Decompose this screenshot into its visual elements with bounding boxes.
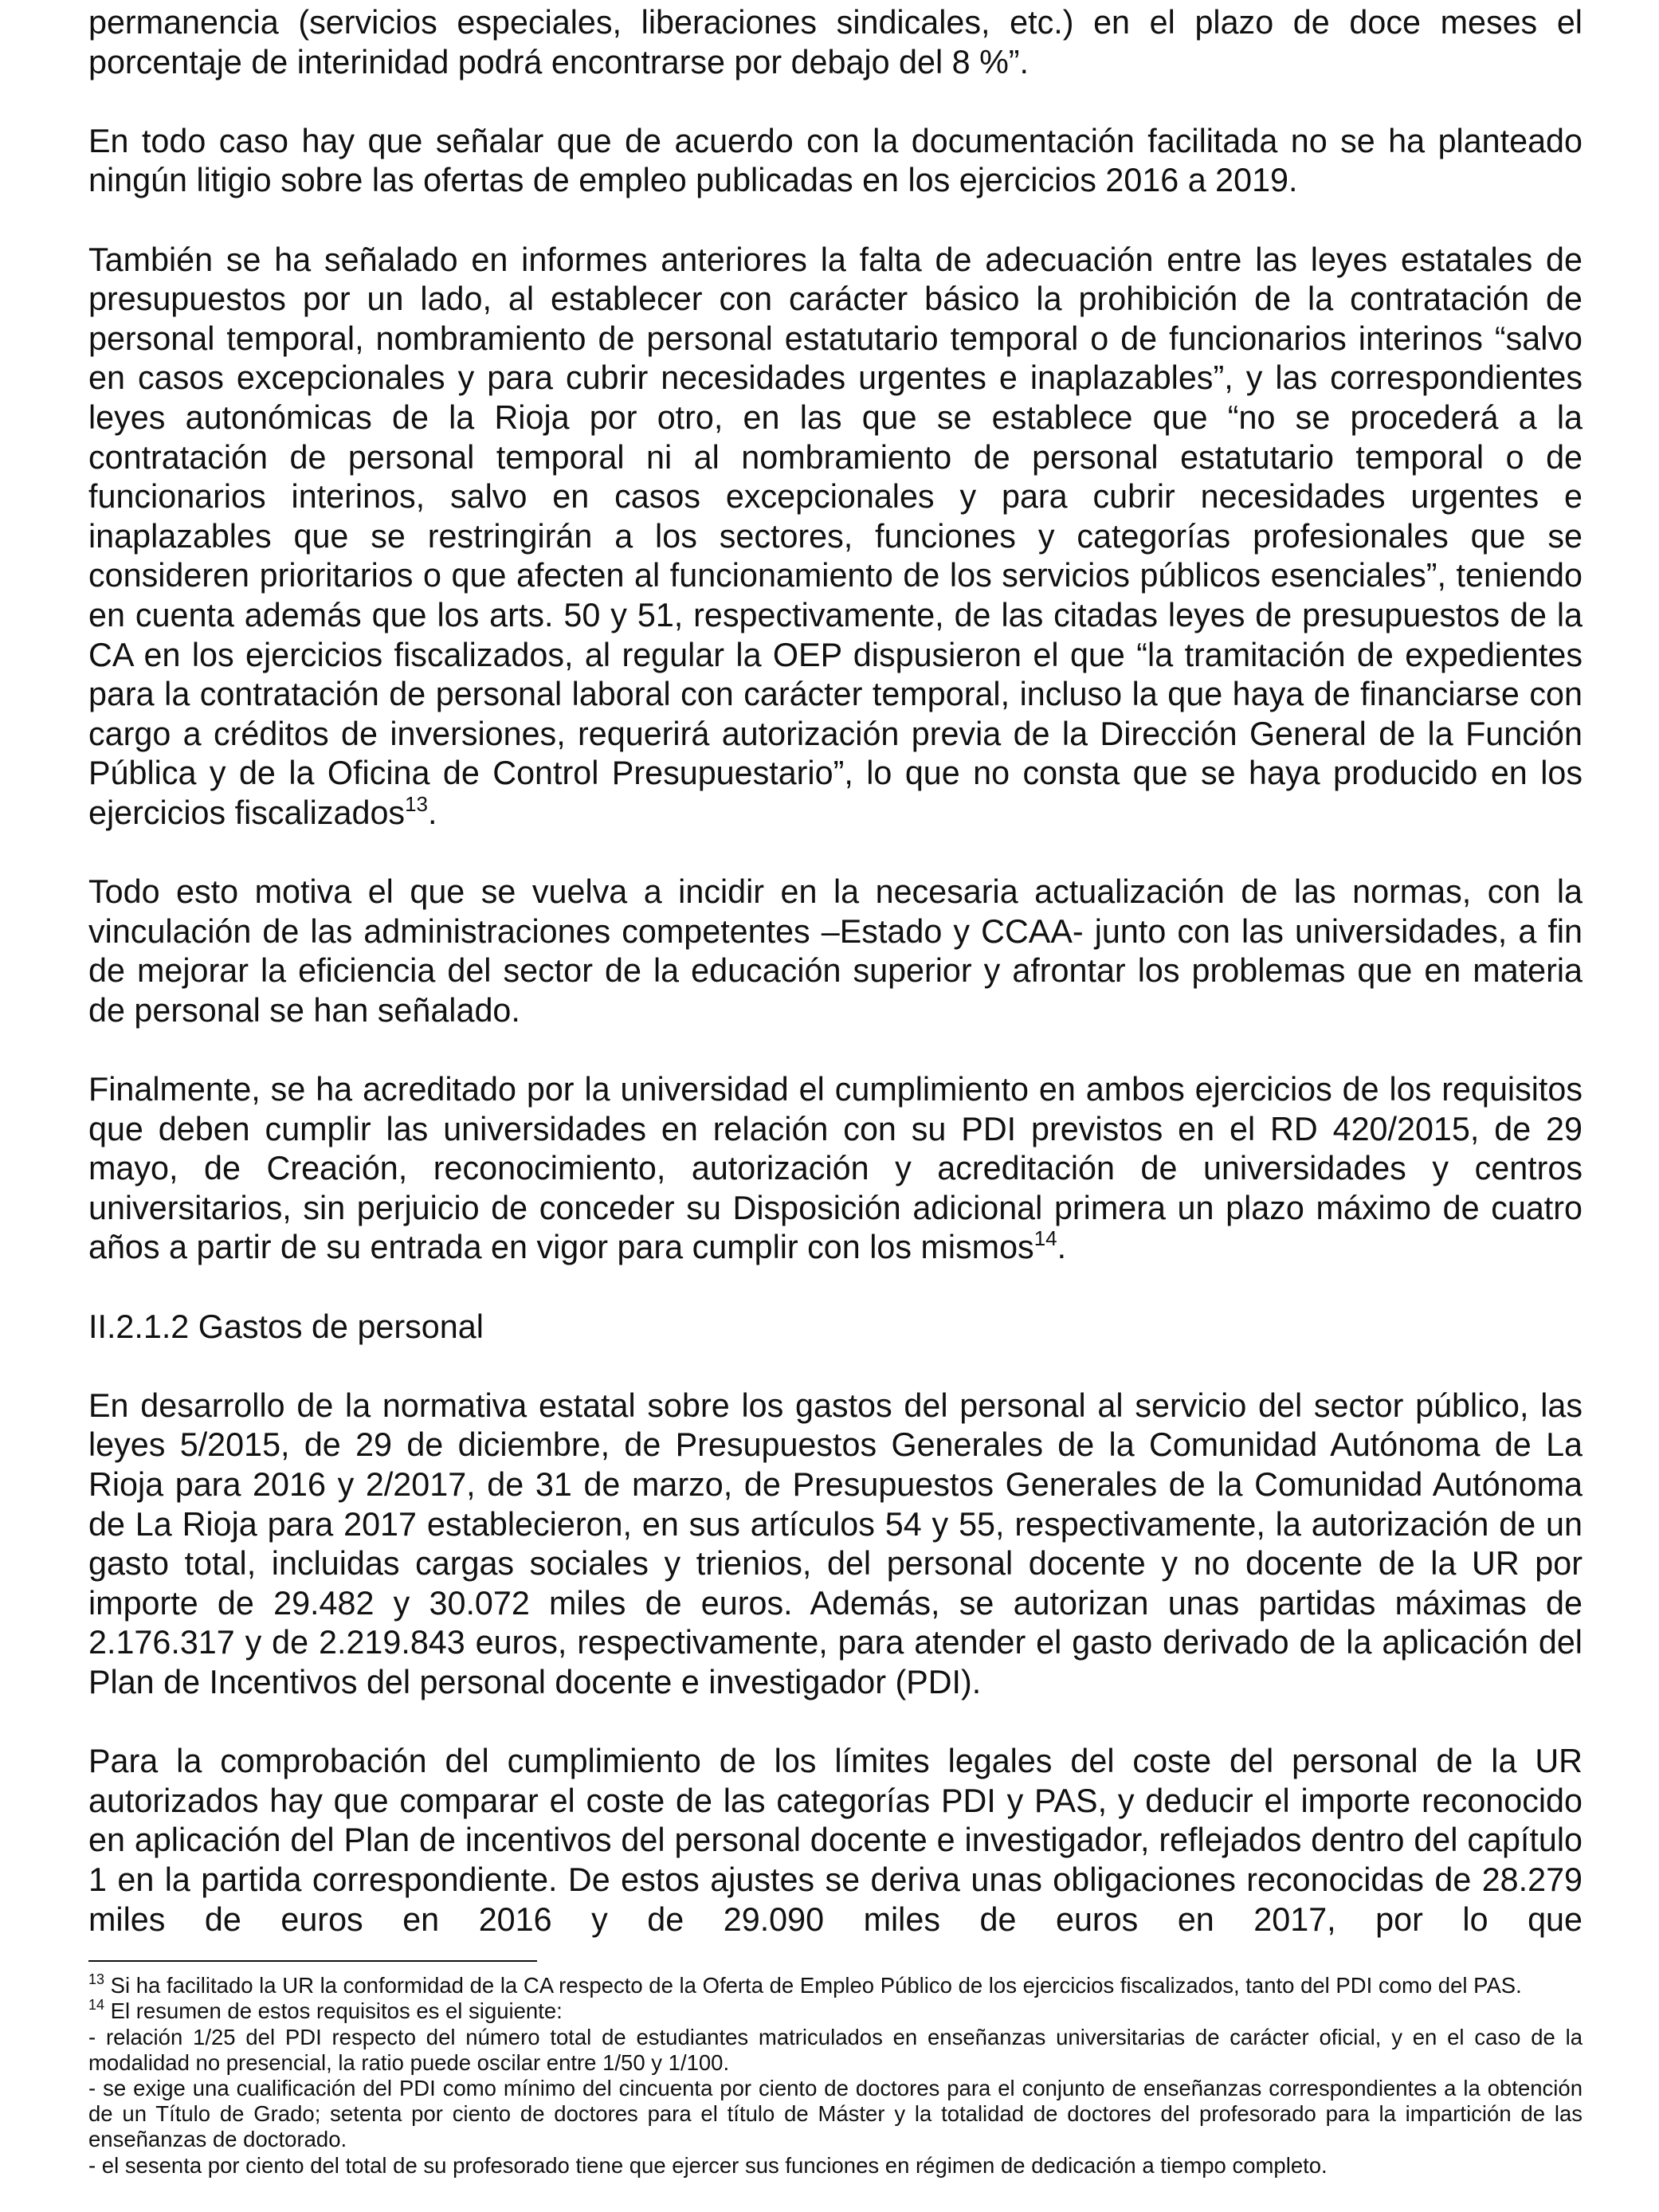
- footnote-number: 14: [88, 1997, 105, 2014]
- paragraph-interinidad: permanencia (servicios especiales, liberaciones sindicales, etc.) en el plazo de doce meses el porcentaje de interinidad podrá encontrarse por debajo del 8 %”.: [88, 4, 1583, 80]
- footnote-14: [88, 1998, 1583, 2024]
- paragraph-adecuacion-leyes-text: También se ha señalado en informes anteriores la falta de adecuación entre las leyes estatales de presupuestos por un lado, al establecer con carácter básico la prohibición de la contratación de personal temporal, nombramiento de personal estatutario temporal o de funcionarios interinos “salvo en casos excepcionales y para cubrir necesidades urgentes e inaplazables”, y las correspondientes leyes autonómicas de la Rioja por otro, en las que se establece que “no se procederá a la contratación de personal temporal ni al nombramiento de personal estatutario temporal o de funcionarios interinos, salvo en casos excepcionales y para cubrir necesidades urgentes e inaplazables que se restringirán a los sectores, funciones y categorías profesionales que se consideren prioritarios o que afecten al funcionamiento de los servicios públicos esenciales”, teniendo en cuenta además que los arts. 50 y 51, respectivamente, de las citadas leyes de presupuestos de la CA en los ejercicios fiscalizados, al regular la OEP dispusieron el que “la tramitación de expedientes para la contratación de personal laboral con carácter temporal, incluso la que haya de financiarse con cargo a créditos de inversiones, requerirá autorización previa de la Dirección General de la Función Pública y de la Oficina de Control Presupuestario”, lo que no consta que se haya producido en los ejercicios fiscalizados: [88, 241, 1583, 831]
- paragraph-requisitos-pdi-text: Finalmente, se ha acreditado por la universidad el cumplimiento en ambos ejercicios de los requisitos que deben cumplir las universidades en relación con su PDI previstos en el RD 420/2015, de 29 mayo, de Creación, reconocimiento, autorización y acreditación de universidades y centros universitarios, sin perjuicio de conceder su Disposición adicional primera un plazo máximo de cuatro años a partir de su entrada en vigor para cumplir con los mismos: [88, 1071, 1583, 1266]
- footnote-text: El resumen de estos requisitos es el siguiente:: [104, 1998, 563, 2024]
- paragraph-litigios: En todo caso hay que señalar que de acuerdo con la documentación facilitada no se ha planteado ningún litigio sobre las ofertas de empleo publicadas en los ejercicios 2016 a 2019.: [88, 122, 1583, 199]
- footnote-text: Si ha facilitado la UR la conformidad de la CA respecto de la Oferta de Empleo Público de los ejercicios fiscalizados, tanto del PDI como del PAS.: [104, 1973, 1522, 1998]
- paragraph-requisitos-pdi: [88, 1070, 1583, 1268]
- paragraph-comprobacion-limites: Para la comprobación del cumplimiento de los límites legales del coste del personal de la UR autorizados hay que comparar el coste de las categorías PDI y PAS, y deducir el importe reconocido en aplicación del Plan de incentivos del personal docente e investigador, reflejados dentro del capítulo 1 en la partida correspondiente. De estos ajustes se deriva unas obligaciones reconocidas de 28.279 miles de euros en 2016 y de 29.090 miles de euros en 2017, por lo que: [88, 1743, 1583, 1938]
- footnote-14-item: - el sesenta por ciento del total de su profesorado tiene que ejercer sus funciones en régimen de dedicación a tiempo completo.: [88, 2152, 1328, 2178]
- footnote-number: 13: [88, 1971, 105, 1988]
- document-page: [88, 0, 1583, 2179]
- footnote-ref-13[interactable]: 13: [405, 791, 428, 816]
- paragraph-end-punct: .: [1057, 1229, 1067, 1266]
- footnote-ref-14[interactable]: 14: [1033, 1226, 1057, 1251]
- footnote-14-item: - relación 1/25 del PDI respecto del número total de estudiantes matriculados en enseñanzas universitarias de carácter oficial, y en el caso de la modalidad no presencial, la ratio puede oscilar entre 1/50 y 1/100.: [88, 2024, 1583, 2075]
- paragraph-actualizacion-normas: Todo esto motiva el que se vuelva a incidir en la necesaria actualización de las normas, con la vinculación de las administraciones competentes –Estado y CCAA- junto con las universidades, a fin de mejorar la eficiencia del sector de la educación superior y afrontar los problemas que en materia de personal se han señalado.: [88, 873, 1583, 1029]
- paragraph-gastos-normativa: En desarrollo de la normativa estatal sobre los gastos del personal al servicio del sector público, las leyes 5/2015, de 29 de diciembre, de Presupuestos Generales de la Comunidad Autónoma de La Rioja para 2016 y 2/2017, de 31 de marzo, de Presupuestos Generales de la Comunidad Autónoma de La Rioja para 2017 establecieron, en sus artículos 54 y 55, respectivamente, la autorización de un gasto total, incluidas cargas sociales y trienios, del personal docente y no docente de la UR por importe de 29.482 y 30.072 miles de euros. Además, se autorizan unas partidas máximas de 2.176.317 y de 2.219.843 euros, respectivamente, para atender el gasto derivado de la aplicación del Plan de Incentivos del personal docente e investigador (PDI).: [88, 1386, 1583, 1700]
- footnote-13: [88, 1973, 1583, 1998]
- section-heading: II.2.1.2 Gastos de personal: [88, 1308, 484, 1345]
- paragraph-adecuacion-leyes: [88, 241, 1583, 833]
- footnotes: [88, 1973, 1583, 2179]
- footnote-14-item: - se exige una cualificación del PDI como mínimo del cincuenta por ciento de doctores para el conjunto de enseñanzas correspondientes a la obtención de un Título de Grado; setenta por ciento de doctores para el título de Máster y la totalidad de doctores del profesorado para la impartición de las enseñanzas de doctorado.: [88, 2075, 1583, 2152]
- paragraph-end-punct: .: [427, 794, 437, 831]
